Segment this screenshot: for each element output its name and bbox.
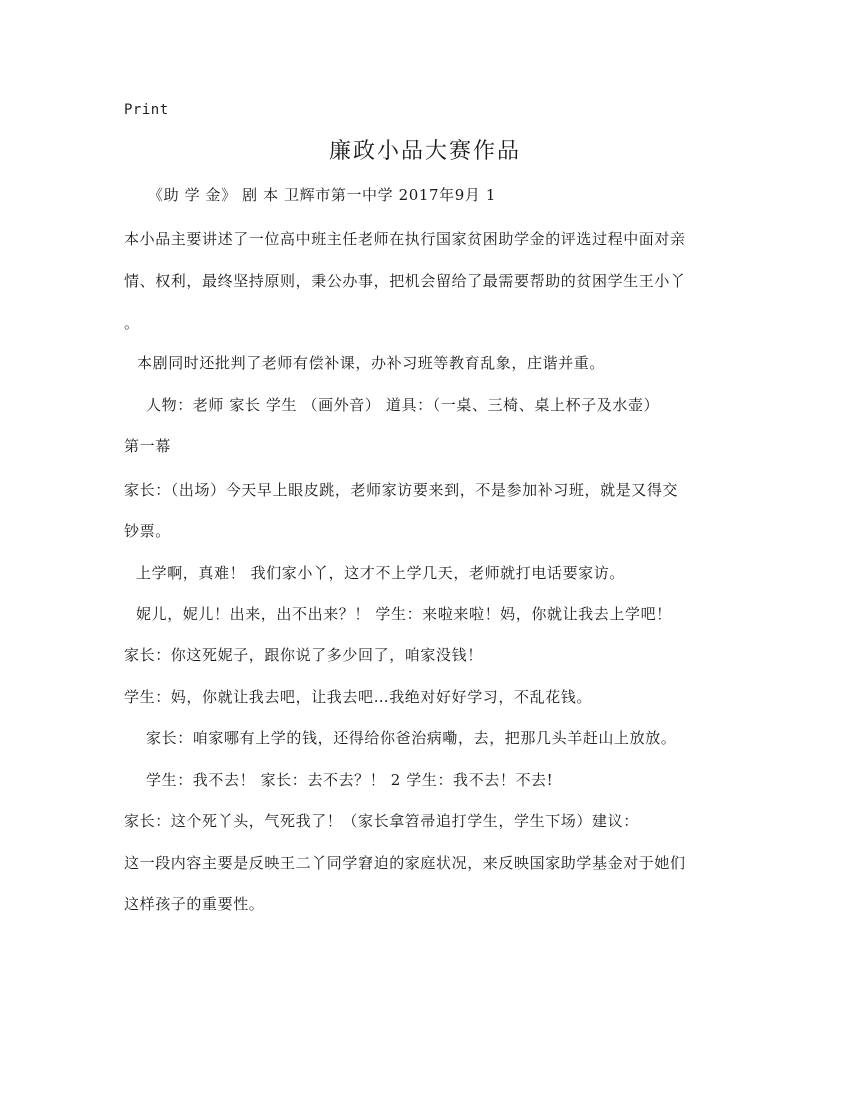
byline: 《助 学 金》 剧 本 卫辉市第一中学 2017年9月 1 [148, 186, 497, 204]
paragraph-line: 本剧同时还批判了老师有偿补课，办补习班等教育乱象，庄谐并重。 [137, 354, 606, 372]
dialogue-line: 家长：这个死丫头，气死我了！（家长拿笤帚追打学生，学生下场）建议： [124, 812, 639, 830]
cast-props-line: 人物：老师 家长 学生 （画外音） 道具：（一桌、三椅、桌上杯子及水壶） [146, 396, 660, 414]
paragraph-line: 情、权利，最终坚持原则，秉公办事，把机会留给了最需要帮助的贫困学生王小丫 [124, 272, 686, 290]
dialogue-line: 钞票。 [124, 522, 171, 540]
dialogue-line: 家长：（出场）今天早上眼皮跳，老师家访要来到，不是参加补习班，就是又得交 [124, 481, 679, 499]
paragraph-line: 。 [124, 314, 140, 332]
suggestion-line: 这一段内容主要是反映王二丫同学窘迫的家庭状况，来反映国家助学基金对于她们 [124, 854, 686, 872]
document-title: 廉政小品大赛作品 [328, 139, 521, 164]
dialogue-line: 家长：你这死妮子，跟你说了多少回了，咱家没钱！ [124, 646, 483, 664]
paragraph-line: 本小品主要讲述了一位高中班主任老师在执行国家贫困助学金的评选过程中面对亲 [124, 230, 686, 248]
dialogue-line: 学生：妈，你就让我去吧，让我去吧…我绝对好好学习，不乱花钱。 [124, 688, 593, 706]
dialogue-line: 家长：咱家哪有上学的钱，还得给你爸治病嘞，去，把那几头羊赶山上放放。 [146, 729, 677, 747]
dialogue-line: 上学啊，真难！ 我们家小丫，这才不上学几天，老师就打电话要家访。 [136, 564, 625, 582]
dialogue-line: 学生：我不去！ 家长：去不去？！ 2 学生：我不去！不去! [146, 771, 554, 789]
act-heading: 第一幕 [124, 437, 171, 455]
suggestion-line: 这样孩子的重要性。 [124, 895, 265, 913]
dialogue-line: 妮儿，妮儿！出来，出不出来？！ 学生：来啦来啦！妈，你就让我去上学吧！ [136, 605, 672, 623]
print-link[interactable]: Print [124, 102, 169, 118]
